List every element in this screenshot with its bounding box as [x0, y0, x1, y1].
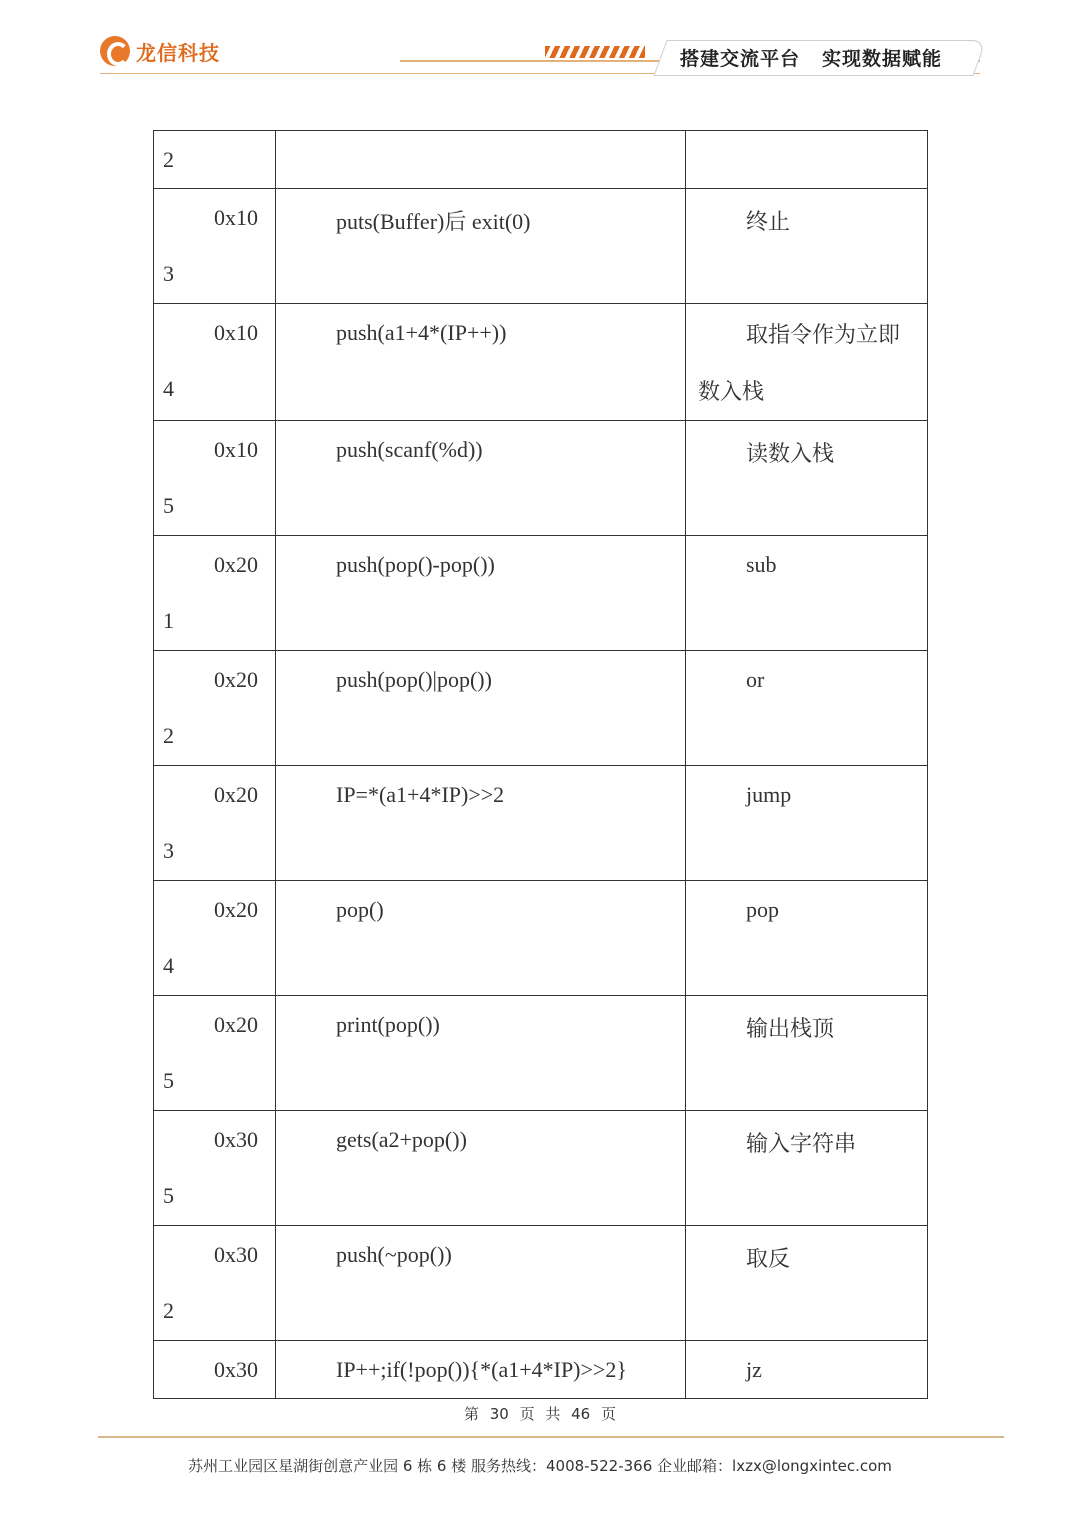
table-row [154, 304, 928, 421]
table-row [154, 421, 928, 536]
operation-cell: push(~pop()) [336, 1242, 452, 1267]
description-cell: sub [746, 552, 777, 577]
opcode-bottom: 5 [163, 1068, 174, 1093]
table-row [154, 131, 928, 189]
page-header [0, 0, 1080, 90]
opcode-top: 0x30 [214, 1127, 258, 1152]
opcode-bottom: 4 [163, 376, 174, 401]
operation-cell: print(pop()) [336, 1012, 440, 1037]
opcode-bottom: 2 [163, 147, 174, 172]
opcode-bottom: 5 [163, 1183, 174, 1208]
footer-divider [98, 1436, 1004, 1438]
table-row [154, 651, 928, 766]
operation-cell: gets(a2+pop()) [336, 1127, 467, 1152]
table-row [154, 881, 928, 996]
logo-icon [100, 36, 130, 66]
table-row [154, 189, 928, 304]
opcode-bottom: 3 [163, 261, 174, 286]
opcode-top: 0x20 [214, 667, 258, 692]
opcode-top: 0x30 [214, 1242, 258, 1267]
operation-cell: push(pop()-pop()) [336, 552, 495, 577]
description-cell: 取指令作为立即数入栈 [698, 322, 901, 404]
opcode-bottom: 1 [163, 608, 174, 633]
opcode-top: 0x20 [214, 897, 258, 922]
description-cell: 输入字符串 [746, 1131, 857, 1156]
table-row [154, 766, 928, 881]
table-row [154, 1226, 928, 1341]
operation-cell: puts(Buffer)后 exit(0) [336, 209, 531, 234]
operation-cell: pop() [336, 897, 384, 922]
description-cell: 终止 [746, 209, 791, 234]
description-cell [686, 131, 927, 147]
description-cell: 输出栈顶 [746, 1016, 835, 1041]
operation-cell: push(pop()|pop()) [336, 667, 492, 692]
instruction-table [153, 130, 928, 1399]
opcode-bottom: 2 [163, 723, 174, 748]
opcode-top: 0x30 [214, 1357, 258, 1382]
description-cell: 取反 [746, 1246, 791, 1271]
description-cell: or [746, 667, 765, 692]
company-logo [100, 36, 220, 66]
operation-cell [276, 131, 685, 147]
opcode-bottom: 4 [163, 953, 174, 978]
page-number: 第 30 页 共 46 页 [463, 1405, 616, 1423]
opcode-top: 0x10 [214, 437, 258, 462]
operation-cell: IP=*(a1+4*IP)>>2 [336, 782, 505, 807]
operation-cell: IP++;if(!pop()){*(a1+4*IP)>>2} [336, 1357, 627, 1382]
operation-cell: push(scanf(%d)) [336, 437, 483, 462]
page-footer: 苏州工业园区星湖街创意产业园 6 栋 6 楼 服务热线：4008-522-366 企业邮箱：lxzx@longxintec.com [188, 1457, 892, 1475]
table-row [154, 1111, 928, 1226]
opcode-bottom: 2 [163, 1298, 174, 1323]
description-cell: pop [746, 897, 779, 922]
opcode-top: 0x20 [214, 552, 258, 577]
slogan-part-2: 实现数据赋能 [822, 48, 943, 70]
header-slogan [680, 44, 964, 71]
description-cell: jz [746, 1357, 762, 1382]
table-row [154, 1341, 928, 1399]
slogan-part-1: 搭建交流平台 [680, 48, 801, 70]
operation-cell: push(a1+4*(IP++)) [336, 320, 507, 345]
opcode-bottom: 3 [163, 838, 174, 863]
table-row [154, 536, 928, 651]
description-cell: 读数入栈 [746, 441, 835, 466]
opcode-top: 0x20 [214, 782, 258, 807]
opcode-top: 0x20 [214, 1012, 258, 1037]
table-row [154, 996, 928, 1111]
opcode-top: 0x10 [214, 205, 258, 230]
description-cell: jump [746, 782, 792, 807]
header-stripes-decoration [545, 46, 645, 58]
opcode-top: 0x10 [214, 320, 258, 345]
opcode-bottom: 5 [163, 493, 174, 518]
logo-text: 龙信科技 [136, 40, 220, 65]
